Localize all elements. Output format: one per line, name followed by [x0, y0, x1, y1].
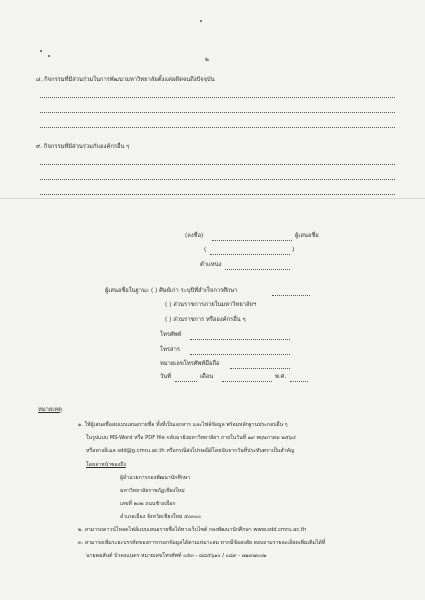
- name-paren-close: ): [292, 247, 295, 253]
- proposer-status-intro: ผู้เสนอชื่อในฐานะ ( ) ศิษย์เก่า ระบุปีที่สำเร็จการศึกษา: [105, 288, 238, 294]
- date-label: วันที่: [160, 374, 172, 380]
- address-line-2: มหาวิทยาลัยราชภัฏเชียงใหม่: [120, 488, 185, 494]
- fold-crease: [0, 198, 425, 199]
- fax-line: [190, 354, 290, 355]
- item8-line-2: [40, 112, 395, 113]
- name-line: [210, 254, 290, 255]
- address-header: โดยจ่าหน้าซองถึง: [86, 462, 126, 468]
- signature-line: [212, 240, 292, 241]
- address-line-4: อำเภอเมือง จังหวัดเชียงใหม่ ๕๐๓๐๐: [120, 514, 201, 520]
- scan-speck: [40, 50, 42, 52]
- address-line-3: เลขที่ ๒๐๒ ถนนช้างเผือก: [120, 501, 176, 507]
- scan-speck: [200, 20, 202, 22]
- name-paren-open: (: [204, 247, 207, 253]
- address-line-1: ผู้อำนวยการกองพัฒนานักศึกษา: [120, 475, 191, 481]
- item9-label: ๙. กิจกรรมที่มีส่วนร่วมกับองค์กรอื่น ๆ: [36, 144, 130, 150]
- month-line: [222, 381, 272, 382]
- note1-line-2: ในรูปแบบ MS-Word หรือ PDF file กลับมายังมหาวิทยาลัยฯ ภายในวันที่ ๑๙ พฤษภาคม ๒๕๖๔: [86, 435, 296, 441]
- mobile-line: [230, 368, 290, 369]
- mobile-label: หมายเลขโทรศัพท์มือถือ: [160, 361, 220, 367]
- phone-label: โทรศัพท์: [160, 332, 182, 338]
- fax-label: โทรสาร: [160, 347, 180, 353]
- item9-line-1: [40, 164, 395, 165]
- proposer-label: ผู้เสนอชื่อ: [295, 233, 319, 239]
- item8-line-3: [40, 127, 395, 128]
- note1-line-3: หรือทางอีเมล sdd@g.cmru.ac.th หรือกรณีส่งไปรษณีย์โดยนับจากวันที่ประทับตราเป็นสำคัญ: [86, 448, 295, 454]
- note2: ๒. สามารถดาวน์โหลดไฟล์แบบเสนอรายชื่อได้ทางเว็บไซต์ กองพัฒนานักศึกษา www.sdd.cmru.ac.th: [78, 527, 307, 533]
- position-line: [225, 269, 290, 270]
- proposer-option-2: ( ) ส่วนราชการภายในมหาวิทยาลัยฯ: [165, 302, 257, 308]
- item9-line-2: [40, 179, 395, 180]
- item8-label: ๘. กิจกรรมที่มีส่วนร่วมในการพัฒนามหาวิทยาลัยตั้งแต่อดีตจนถึงปัจจุบัน: [36, 77, 215, 83]
- notes-header: หมายเหตุ: [38, 407, 62, 413]
- proposer-option-3: ( ) ส่วนราชการ หรือองค์กรอื่น ๆ: [165, 317, 246, 323]
- phone-line: [190, 339, 290, 340]
- note3-line-2: นายคมสันต์ บัวคงแนดร หมายเลขโทรศัพท์ ๐๕๓ - ๘๘๕๖๑๐ / ๐๘๙ - ๗๑๙๗๐๐๒: [86, 553, 267, 559]
- note1-line-1: ๑. ให้ผู้เสนอชื่อส่งแบบเสนอรายชื่อ ทั้งที่เป็นเอกสาร และไฟล์ข้อมูล พร้อมหลักฐานประกอบอื่น ๆ: [78, 422, 288, 428]
- scan-speck: [48, 55, 50, 57]
- item9-line-3: [40, 194, 395, 195]
- note3-line-1: ๓. สามารถเพิ่มระยะบรรทัดของการกรอกข้อมูลได้ตามเหมาะสม หากมีข้อสงสัย สอบถามรายละเอียดเพิ่มเติมได้ที่: [78, 540, 326, 546]
- item8-line-1: [40, 97, 395, 98]
- year-label: พ.ศ.: [275, 374, 287, 380]
- graduation-year-line: [272, 295, 310, 296]
- year-line: [290, 381, 308, 382]
- month-label: เดือน: [200, 374, 214, 380]
- sign-label: (ลงชื่อ): [185, 233, 204, 239]
- page-number: ๒: [205, 57, 209, 63]
- day-line: [175, 381, 197, 382]
- position-label: ตำแหน่ง: [200, 262, 222, 268]
